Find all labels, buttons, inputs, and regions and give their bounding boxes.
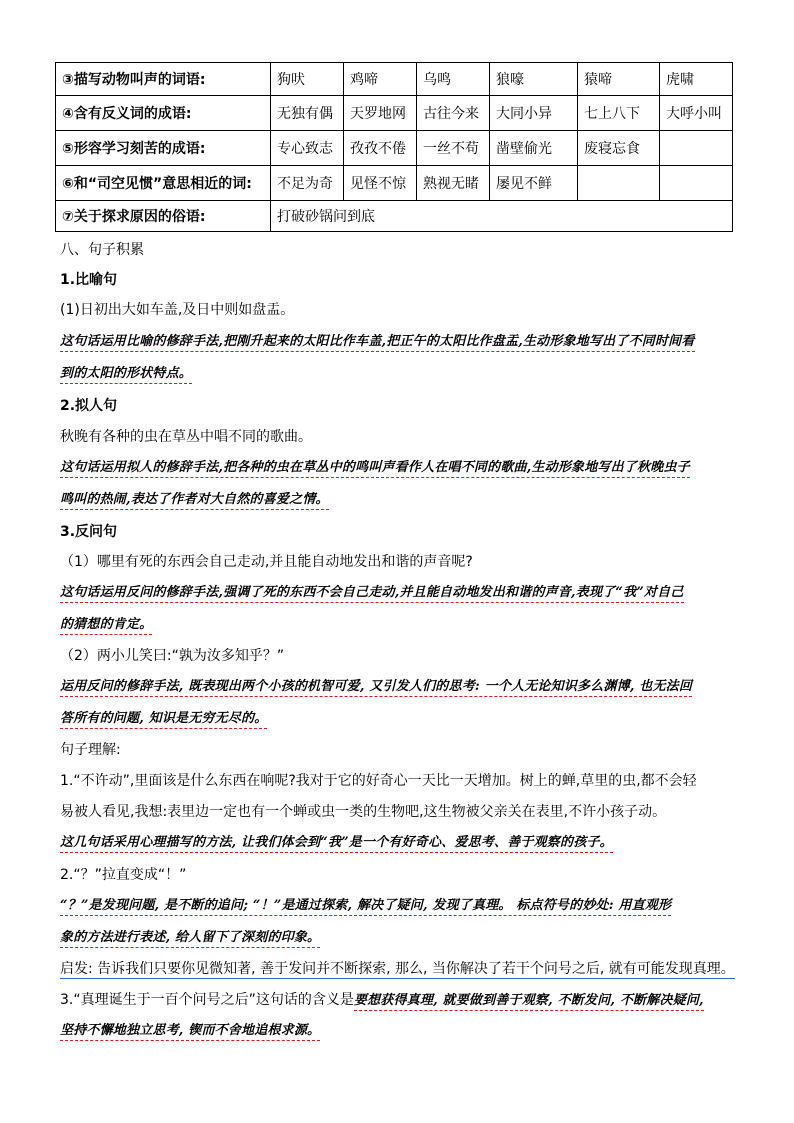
table-cell: 猿啼 <box>578 63 660 96</box>
table-cell: 见怪不惊 <box>344 166 417 201</box>
personification-answer: 这句话运用拟人的修辞手法,把各种的虫在草丛中的鸣叫声看作人在唱不同的歌曲,生动形象地写出了秋晚虫子 <box>60 460 690 478</box>
understanding-text: 3.“真理诞生于一百个问号之后”这句话的含义是 <box>60 992 354 1008</box>
row-label: ⑥和“司空见惯”意思相近的词: <box>56 166 271 201</box>
table-row <box>56 201 733 232</box>
simile-sentence: (1)日初出大如车盖,及日中则如盘盂。 <box>60 302 295 318</box>
table-cell: 凿壁偷光 <box>490 131 578 166</box>
table-cell: 屡见不鲜 <box>490 166 578 201</box>
table-cell: 不足为奇 <box>271 166 344 201</box>
table-cell: 大同小异 <box>490 96 578 131</box>
table-cell: 熟视无睹 <box>417 166 490 201</box>
table-cell: 乌鸣 <box>417 63 490 96</box>
table-cell: 狼嚎 <box>490 63 578 96</box>
table-row <box>56 166 733 201</box>
table-cell: 七上八下 <box>578 96 660 131</box>
rhetorical-sentence: （1）哪里有死的东西会自己走动,并且能自动地发出和谐的声音呢? <box>60 554 473 570</box>
understanding-text: 2.“？”拉直变成“！” <box>60 867 187 883</box>
simile-title: 1.比喻句 <box>60 272 118 288</box>
table-cell: 废寝忘食 <box>578 131 660 166</box>
table-cell <box>660 166 733 201</box>
table-cell: 一丝不苟 <box>417 131 490 166</box>
simile-answer: 这句话运用比喻的修辞手法,把刚升起来的太阳比作车盖,把正午的太阳比作盘盂,生动形象地写出了不同时间看 <box>60 334 695 352</box>
vocabulary-table <box>55 62 733 232</box>
table-cell: 专心致志 <box>271 131 344 166</box>
table-row <box>56 96 733 131</box>
row-label: ③描写动物叫声的词语: <box>56 63 271 96</box>
rhetorical-answer: 的猜想的肯定。 <box>60 617 152 635</box>
rhetorical-title: 3.反问句 <box>60 524 118 540</box>
table-cell: 古往今来 <box>417 96 490 131</box>
rhetorical-answer: 答所有的问题, 知识是无穷无尽的。 <box>60 711 267 729</box>
row-label: ⑦关于探求原因的俗语: <box>56 201 271 232</box>
personification-answer: 鸣叫的热闹,表达了作者对大自然的喜爱之情。 <box>60 492 329 510</box>
understanding-answer: 要想获得真理, 就要做到善于观察, 不断发问, 不断解决疑问, <box>354 993 704 1011</box>
understanding-answer: 这几句话采用心理描写的方法, 让我们体会到“我”是一个有好奇心、爱思考、善于观察的孩子。 <box>60 835 613 853</box>
section-heading: 八、句子积累 <box>60 242 144 258</box>
table-cell <box>578 166 660 201</box>
table-cell: 鸡啼 <box>344 63 417 96</box>
table-cell: 天罗地网 <box>344 96 417 131</box>
table-cell: 孜孜不倦 <box>344 131 417 166</box>
row-label: ⑤形容学习刻苦的成语: <box>56 131 271 166</box>
understanding-answer: 坚持不懈地独立思考, 锲而不舍地追根求源。 <box>60 1023 320 1041</box>
understanding-text: 1.“不许动”,里面该是什么东西在响呢?我对于它的好奇心一天比一天增加。树上的蝉,草里的虫,都不会轻 <box>60 773 697 789</box>
personification-sentence: 秋晚有各种的虫在草丛中唱不同的歌曲。 <box>60 429 312 445</box>
rhetorical-answer: 运用反问的修辞手法, 既表现出两个小孩的机智可爱, 又引发人们的思考: 一个人无论知识多么渊博, 也无法回 <box>60 679 692 697</box>
understanding-answer: “？”是发现问题, 是不断的追问; “！”是通过探索, 解决了疑问, 发现了真理。 标点符号的妙处: 用直观形 <box>60 898 671 916</box>
rhetorical-answer: 这句话运用反问的修辞手法,强调了死的东西不会自己走动,并且能自动地发出和谐的声音,表现了“我”对自己 <box>60 585 684 603</box>
understanding-answer: 象的方法进行表述, 给人留下了深刻的印象。 <box>60 930 320 948</box>
table-cell: 大呼小叫 <box>660 96 733 131</box>
simile-answer: 到的太阳的形状特点。 <box>60 366 192 384</box>
table-cell: 打破砂锅问到底 <box>271 201 733 232</box>
table-row <box>56 131 733 166</box>
table-row <box>56 63 733 96</box>
table-cell: 狗吠 <box>271 63 344 96</box>
enlightenment-text: 启发: 告诉我们只要你见微知著, 善于发问并不断探索, 那么, 当你解决了若干个问号之后, 就有可能发现真理。 <box>60 961 735 977</box>
row-label: ④含有反义词的成语: <box>56 96 271 131</box>
personification-title: 2.拟人句 <box>60 398 118 414</box>
understanding-title: 句子理解: <box>60 742 121 758</box>
rhetorical-sentence: （2）两小儿笑曰:“孰为汝多知乎？” <box>60 648 285 664</box>
table-cell: 虎啸 <box>660 63 733 96</box>
table-cell <box>660 131 733 166</box>
understanding-text: 易被人看见,我想:表里边一定也有一个蝉或虫一类的生物吧,这生物被父亲关在表里,不许小孩子动。 <box>60 804 667 820</box>
table-cell: 无独有偶 <box>271 96 344 131</box>
